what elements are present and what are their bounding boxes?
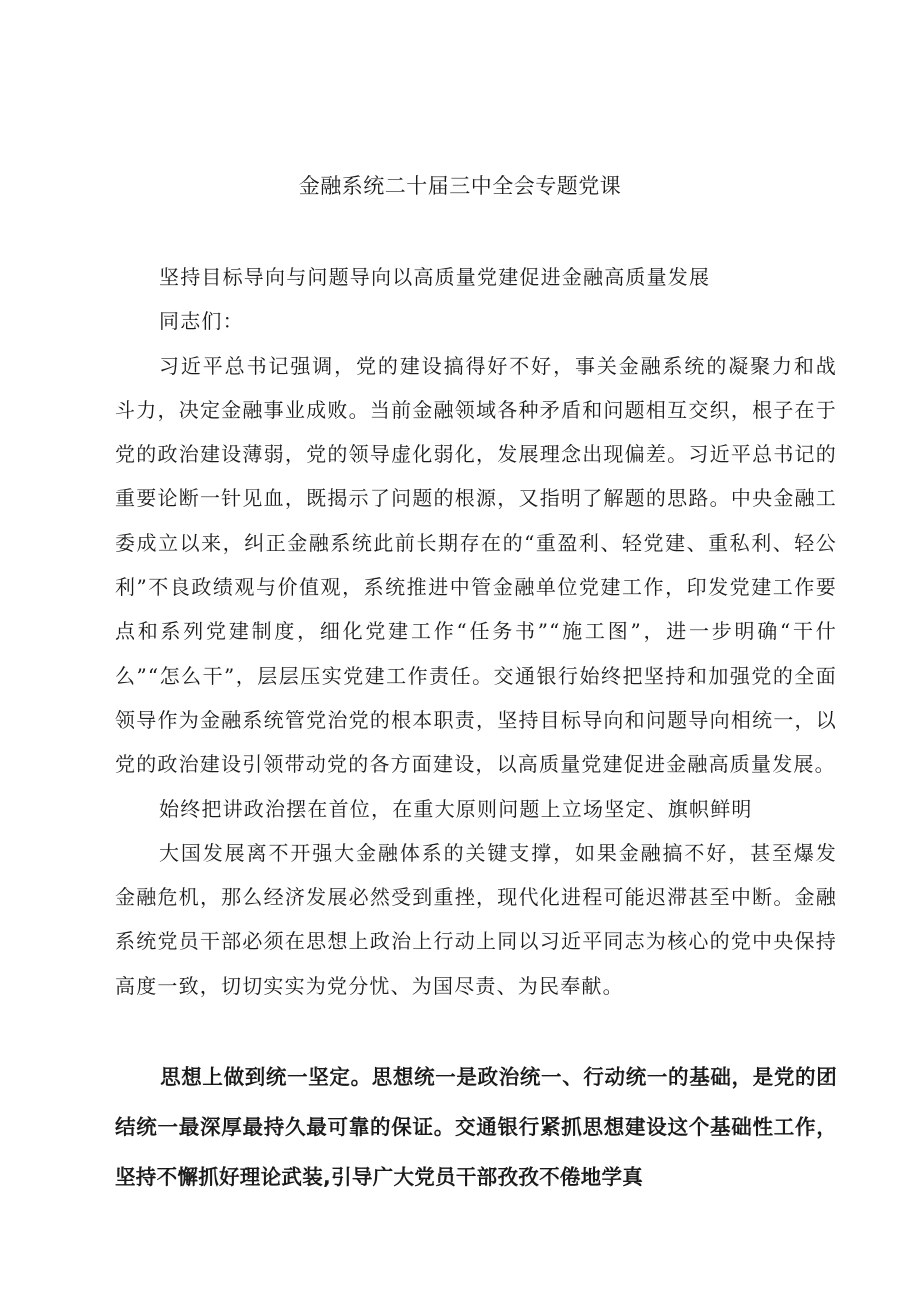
bold-section <box>115 1052 837 1202</box>
section-heading: 始终把讲政治摆在首位，在重大原则问题上立场坚定、旗帜鲜明 <box>159 796 753 821</box>
document-title: 金融系统二十届三中全会专题党课 <box>298 174 622 198</box>
body-paragraph: 习近平总书记强调，党的建设搞得好不好，事关金融系统的凝聚力和战斗力，决定金融事业成败。当前金融领域各种矛盾和问题相互交织，根子在于党的政治建设薄弱，党的领导虚化弱化，发展理念出现偏差。习近平总书记的重要论断一针见血，既揭示了问题的根源，又指明了解题的思路。中央金融工委成立以来，纠正金融系统此前长期存在的“重盈利、轻党建、重私利、轻公利”不良政绩观与价值观，系统推进中管金融单位党建工作，印发党建工作要点和系列党建制度，细化党建工作“任务书”“施工图”，进一步明确“干什么”“怎么干”，层层压实党建工作责任。交通银行始终把坚持和加强党的全面领导作为金融系统管党治党的根本职责，坚持目标导向和问题导向相统一，以党的政治建设引领带动党的各方面建设，以高质量党建促进金融高质量发展。 <box>115 353 837 777</box>
document-subtitle: 坚持目标导向与问题导向以高质量党建促进金融高质量发展 <box>159 265 711 289</box>
section-paragraph: 大国发展离不开强大金融体系的关键支撑，如果金融搞不好，甚至爆发金融危机，那么经济发展必然受到重挫，现代化进程可能迟滞甚至中断。金融系统党员干部必须在思想上政治上行动上同以习近平同志为核心的党中央保持高度一致，切切实实为党分忧、为国尽责、为民奉献。 <box>115 840 837 998</box>
bold-paragraph: 思想上做到统一坚定。思想统一是政治统一、行动统一的基础，是党的团结统一最深厚最持久最可靠的保证。交通银行紧抓思想建设这个基础性工作，坚持不懈抓好理论武装,引导广大党员干部孜孜不倦地学真 <box>115 1065 837 1189</box>
document-body <box>115 255 837 1008</box>
salutation: 同志们： <box>159 309 244 334</box>
